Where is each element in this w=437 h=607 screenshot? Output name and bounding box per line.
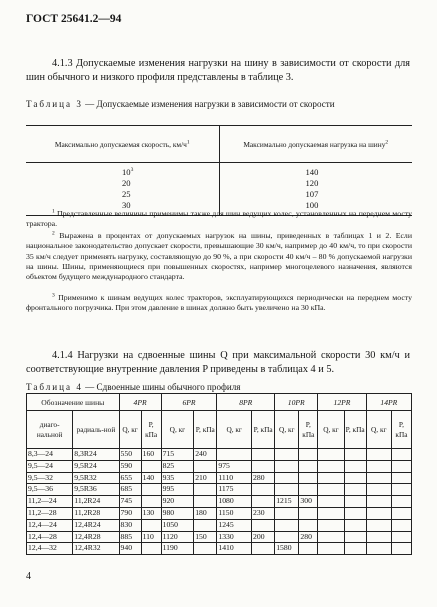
table4-p-header: P, кПа [194,411,217,449]
pressure-cell [299,484,318,496]
pressure-cell [344,484,366,496]
table4-caption [26,382,412,394]
table-row [27,460,412,472]
pressure-cell [344,519,366,531]
load-cell: 715 [161,449,194,461]
table4-p-header: P, кПа [391,411,411,449]
table-3 [26,125,412,216]
pressure-cell [344,449,366,461]
table-row: $10^3$ 140 [26,167,412,178]
paragraph-4-1-3: 4.1.3 Допускаемые изменения нагрузки на шину в зависимости от скорости для шин обычного и низкого профиля представлены в таблице 3. [26,58,410,83]
table4-p-header: P, кПа [344,411,366,449]
pressure-cell: 230 [252,507,275,519]
pressure-cell: 280 [299,531,318,543]
load-cell: 825 [161,460,194,472]
pressure-cell [299,472,318,484]
page-number: 4 [26,571,31,582]
load-cell [318,543,344,555]
table4-q-header: Q, кг [161,411,194,449]
pressure-cell [299,460,318,472]
load-cell [366,496,391,508]
load-cell [366,484,391,496]
pressure-cell [391,472,411,484]
table-row [27,484,412,496]
pressure-cell [141,519,161,531]
table-row: 30 100 [26,200,412,216]
pressure-cell: 280 [252,472,275,484]
load-cell [366,472,391,484]
table4-p-header: P, кПа [299,411,318,449]
load-cell [318,531,344,543]
pressure-cell [194,460,217,472]
pressure-cell [299,543,318,555]
pressure-cell [391,531,411,543]
load-cell: 1410 [217,543,252,555]
table4-q-header: Q, кг [366,411,391,449]
pressure-cell [391,519,411,531]
pressure-cell [194,496,217,508]
diagonal-tire-cell: 12,4—32 [27,543,73,555]
table3-speed-header: Максимально допускаемая скорость, $км/ч^1$ [26,126,219,163]
load-cell [366,531,391,543]
table4-ply-header: 6PR [161,394,217,411]
table-row [27,519,412,531]
load-cell [318,496,344,508]
pressure-cell [344,531,366,543]
load-cell: 1580 [275,543,299,555]
load-cell [275,507,299,519]
diagonal-tire-cell: 11,2—24 [27,496,73,508]
load-cell [318,519,344,531]
table-row [27,472,412,484]
load-cell: 830 [119,519,141,531]
table4-caption-text: — Сдвоенные шины обычного профиля [82,382,241,392]
pressure-cell: 130 [141,507,161,519]
table4-radial-header: радиаль-ной [73,411,119,449]
radial-tire-cell: 8,3R24 [73,449,119,461]
load-cell [275,472,299,484]
diagonal-tire-cell: 12,4—24 [27,519,73,531]
load-cell: 940 [119,543,141,555]
table-row: 20 120 [26,178,412,189]
pressure-cell [252,496,275,508]
load-cell: 975 [217,460,252,472]
radial-tire-cell: 9,5R32 [73,472,119,484]
table4-body [27,449,412,555]
pressure-cell [344,472,366,484]
load-cell [275,460,299,472]
load-cell [366,460,391,472]
pressure-cell [252,449,275,461]
load-cell [275,519,299,531]
table4-caption-label: Таблица 4 [26,382,83,392]
radial-tire-cell: 11,2R28 [73,507,119,519]
load-cell: 1080 [217,496,252,508]
load-cell [318,472,344,484]
table4-q-header: Q, кг [119,411,141,449]
document-header: ГОСТ 25641.2—94 [26,13,122,25]
table4-ply-header: 12PR [318,394,366,411]
load-cell [318,484,344,496]
load-cell: 1245 [217,519,252,531]
table3-caption-text: — Допускаемые изменения нагрузки в зависимости от скорости [82,99,335,109]
pressure-cell [194,519,217,531]
load-cell: 920 [161,496,194,508]
load-cell [217,449,252,461]
pressure-cell [391,484,411,496]
table-row [27,507,412,519]
load-cell [318,507,344,519]
footnote-2: $^2$ Выражена в процентах от допускаемых нагрузок на шины, приведенных в таблицах 1 и 2. Если национальное законодательство допускает скорости, превышающие 30 км/ч, например до 40 км/ч, то при скорости 35 км/ч следует применять нагрузку, составляющую до 90 %, а при скорости 40 км/ч – 80 % допускаемой нагрузки на шины. Шины, применяющиеся при повышенных скоростях, например многоцелевого назначения, являются объектом будущего международного стандарта. [26,230,412,282]
load-cell: 935 [161,472,194,484]
pressure-cell [252,519,275,531]
table4-ply-header: 10PR [275,394,318,411]
load-cell: 1190 [161,543,194,555]
pressure-cell: 200 [252,531,275,543]
pressure-cell: 150 [194,531,217,543]
load-cell [366,507,391,519]
load-cell: 685 [119,484,141,496]
diagonal-tire-cell: 11,2—28 [27,507,73,519]
load-cell: 1330 [217,531,252,543]
radial-tire-cell: 12,4R32 [73,543,119,555]
table3-caption-label: Таблица 3 [26,99,83,109]
radial-tire-cell: 12,4R24 [73,519,119,531]
load-cell: 1050 [161,519,194,531]
table-4 [26,393,412,555]
load-cell: 980 [161,507,194,519]
table4-q-header: Q, кг [275,411,299,449]
pressure-cell [391,507,411,519]
pressure-cell: 300 [299,496,318,508]
table4-designation-header: Обозначение шины [27,394,120,411]
pressure-cell [252,543,275,555]
load-cell: 550 [119,449,141,461]
pressure-cell [299,519,318,531]
pressure-cell [299,449,318,461]
table4-ply-header: 4PR [119,394,161,411]
load-cell [318,460,344,472]
diagonal-tire-cell: 9,5—36 [27,484,73,496]
pressure-cell: 110 [141,531,161,543]
load-cell [275,531,299,543]
pressure-cell [344,460,366,472]
load-cell: 1215 [275,496,299,508]
table4-p-header: P, кПа [141,411,161,449]
table4-p-header: P, кПа [252,411,275,449]
table4-q-header: Q, кг [217,411,252,449]
radial-tire-cell: 9,5R24 [73,460,119,472]
load-cell: 655 [119,472,141,484]
table3-caption [26,99,412,111]
radial-tire-cell: 12,4R28 [73,531,119,543]
table-row: 25 107 [26,189,412,200]
pressure-cell [141,496,161,508]
load-cell: 1150 [217,507,252,519]
radial-tire-cell: 11,2R24 [73,496,119,508]
pressure-cell [252,460,275,472]
pressure-cell [252,484,275,496]
table4-ply-header: 14PR [366,394,411,411]
pressure-cell: 240 [194,449,217,461]
load-cell: 745 [119,496,141,508]
load-cell: 590 [119,460,141,472]
pressure-cell [391,543,411,555]
load-cell [366,543,391,555]
pressure-cell [391,460,411,472]
table-row [27,543,412,555]
table4-q-header: Q, кг [318,411,344,449]
table-row [27,531,412,543]
paragraph-4-1-4: 4.1.4 Нагрузки на сдвоенные шины Q при максимальной скорости 30 км/ч и соответствующие внутренние давления P приведены в таблицах 4 и 5. [26,350,410,375]
pressure-cell [299,507,318,519]
pressure-cell: 160 [141,449,161,461]
pressure-cell [344,507,366,519]
load-cell: 1110 [217,472,252,484]
load-cell: 1120 [161,531,194,543]
table-row [27,496,412,508]
table-row [27,449,412,461]
pressure-cell [141,484,161,496]
pressure-cell: 180 [194,507,217,519]
pressure-cell [391,496,411,508]
radial-tire-cell: 9,5R36 [73,484,119,496]
load-cell: 1175 [217,484,252,496]
load-cell [275,449,299,461]
footnote-1: $^1$ Представленные величины применимы также для шин ведущих колес, установленных на переднем мосту трактора. [26,208,412,229]
footnote-3: $^3$ Применимо к шинам ведущих колес тракторов, эксплуатирующихся периодически на переднем мосту фронтального погрузчика. При этом давление в шинах должно быть увеличено на 30 кПа. [26,292,412,313]
pressure-cell [344,543,366,555]
pressure-cell [194,543,217,555]
load-cell [318,449,344,461]
load-cell [366,449,391,461]
pressure-cell [194,484,217,496]
pressure-cell [344,496,366,508]
pressure-cell [141,460,161,472]
diagonal-tire-cell: 9,5—32 [27,472,73,484]
table3-load-header: Максимально допускаемая нагрузка на шину$^2$ [219,126,412,163]
pressure-cell [391,449,411,461]
diagonal-tire-cell: 12,4—28 [27,531,73,543]
diagonal-tire-cell: 9,5—24 [27,460,73,472]
load-cell: 995 [161,484,194,496]
load-cell [366,519,391,531]
pressure-cell: 140 [141,472,161,484]
load-cell [275,484,299,496]
table4-diagonal-header: диаго-нальной [27,411,73,449]
load-cell: 790 [119,507,141,519]
load-cell: 885 [119,531,141,543]
table4-ply-header: 8PR [217,394,275,411]
pressure-cell [141,543,161,555]
diagonal-tire-cell: 8,3—24 [27,449,73,461]
pressure-cell: 210 [194,472,217,484]
